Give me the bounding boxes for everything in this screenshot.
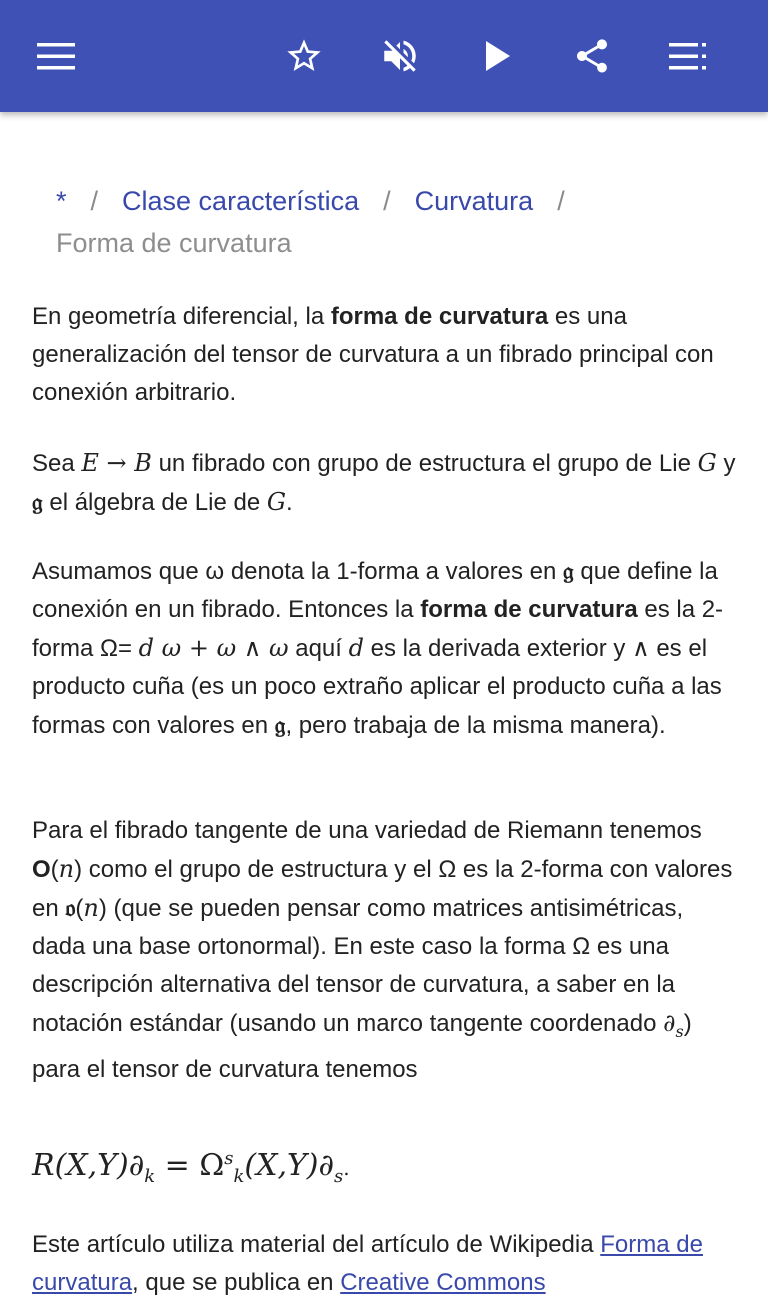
share-button[interactable]	[566, 30, 618, 82]
favorite-button[interactable]	[278, 30, 330, 82]
paragraph-intro: En geometría diferencial, la forma de curvatura es una generalización del tensor de curvatura a un fibrado principal con conexión arbitrario.	[32, 303, 714, 406]
volume-off-icon	[379, 35, 421, 77]
math-expression: E → B	[81, 449, 152, 477]
paragraph-definition: Asumamos que ω denota la 1-forma a valores en 𝔤 que define la conexión en un fibrado. Entonces la forma de curvatura es la 2-forma Ω= d ω + ω ∧ ω aquí d es la derivada exterior y ∧ es el producto cuña (es un poco extraño aplicar el producto cuña a las formas con valores en 𝔤, pero trabaja de la misma manera).	[32, 556, 724, 739]
breadcrumb-item-home[interactable]: *	[56, 186, 67, 216]
breadcrumb-item-clase[interactable]: Clase característica	[122, 186, 360, 216]
play-button[interactable]	[472, 30, 524, 82]
paragraph-riemann: Para el fibrado tangente de una variedad de Riemann tenemos O(n) como el grupo de estructura y el Ω es la 2-forma con valores en 𝔬(n) (que se pueden pensar como matrices antisimétricas, dada una base ortonormal). En este caso la forma Ω es una descripción alternativa del tensor de curvatura, a saber en la notación estándar (usando un marco tangente coordenado $\partial_s$) para el tensor de curvatura tenemos	[32, 817, 733, 1083]
play-icon	[484, 40, 512, 72]
breadcrumb	[56, 180, 736, 264]
menu-button[interactable]	[30, 30, 82, 82]
bold-term: forma de curvatura	[330, 303, 549, 330]
paragraph-lie-group: Sea E → B un fibrado con grupo de estructura el grupo de Lie G y 𝔤 el álgebra de Lie de G.	[32, 449, 736, 516]
breadcrumb-separator: /	[383, 186, 391, 216]
toc-button[interactable]	[662, 30, 714, 82]
list-icon	[669, 42, 707, 70]
paragraph-attribution: Este artículo utiliza material del artículo de Wikipedia Forma de curvatura, que se publica en Creative Commons	[32, 1231, 703, 1296]
star-outline-icon	[283, 36, 325, 76]
wikipedia-article-link[interactable]: Forma de curvatura	[32, 1231, 703, 1296]
license-link[interactable]: Creative Commons	[340, 1269, 546, 1296]
math-expression: d ω + ω ∧ ω	[138, 634, 289, 662]
breadcrumb-separator: /	[90, 186, 99, 216]
share-icon	[572, 35, 612, 77]
app-toolbar	[0, 0, 768, 112]
breadcrumb-separator: /	[557, 186, 565, 216]
breadcrumb-current: Forma de curvatura	[56, 228, 292, 258]
mute-button[interactable]	[374, 30, 426, 82]
breadcrumb-item-curvatura[interactable]: Curvatura	[414, 186, 534, 216]
bold-term: forma de curvatura	[420, 596, 638, 623]
menu-icon	[37, 42, 75, 70]
curvature-formula: $R(X,Y)\partial_k = \Omega^s_k(X,Y)\partial_s$.	[32, 1148, 350, 1187]
